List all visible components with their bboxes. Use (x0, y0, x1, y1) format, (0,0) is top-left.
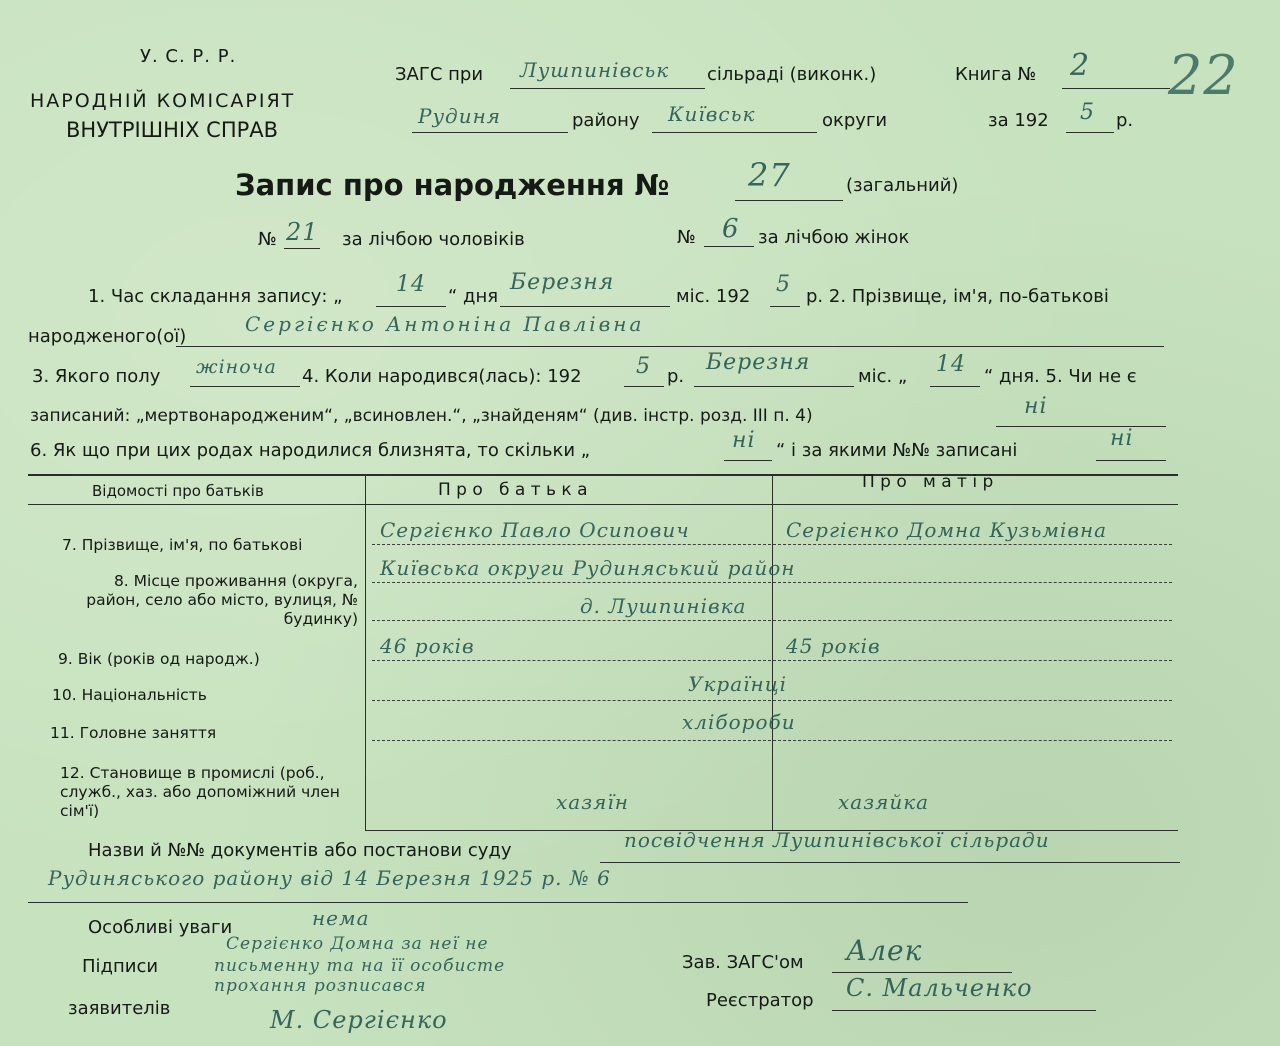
district-label: району (572, 110, 640, 131)
row-8-father-handwritten: Київська округи Рудиняський район (380, 556, 796, 580)
row-11-occupation-handwritten: хлібороби (682, 710, 796, 734)
item-2-label: народженого(ої) (28, 326, 187, 347)
general-label: (загальний) (846, 175, 959, 196)
female-number-handwritten: 6 (722, 214, 740, 244)
signatures-label-2: заявителів (68, 998, 171, 1019)
book-number-handwritten: 2 (1070, 48, 1091, 83)
male-count-label: за лічбою чоловіків (342, 229, 525, 250)
applicant-signature: М. Сергієнко (270, 1006, 448, 1034)
item-6-count-handwritten: ні (732, 428, 756, 453)
applicant-note-line-1: Сергієнко Домна за неї не (226, 934, 489, 954)
applicant-note-line-3: прохання розписався (214, 976, 427, 996)
item-6-numbers-handwritten: ні (1110, 426, 1134, 451)
item-2-name-handwritten: Сергієнко Антоніна Павлівна (245, 312, 645, 336)
zags-head-signature: Алек (846, 934, 923, 967)
notes-label: Особливі уваги (88, 917, 233, 938)
signatures-label-1: Підписи (82, 956, 159, 977)
item-1-day-handwritten: 14 (396, 272, 426, 297)
table-header-father: П р о б а т ь к а (438, 480, 588, 500)
item-5-label: записаний: „мертвонародженим“, „всиновлен.“, „знайденям“ (див. інстр. розд. III п. 4) (30, 406, 813, 426)
item-1-year-handwritten: 5 (776, 272, 791, 297)
item-4-year-handwritten: 5 (636, 354, 651, 379)
documents-handwritten-line-2: Рудиняського району від 14 Березня 1925 р. № 6 (48, 866, 611, 890)
applicant-note-line-2: письменну та на її особисте (214, 956, 506, 976)
item-1-month-handwritten: Березня (510, 270, 615, 295)
male-number-prefix: № (258, 229, 277, 250)
village-council-handwritten: Лушпинівськ (520, 58, 670, 82)
table-header-parents: Відомості про батьків (92, 482, 264, 500)
year-handwritten: 5 (1080, 100, 1095, 125)
registrar-label: Реєстратор (706, 990, 814, 1011)
year-label: за 192 (988, 110, 1049, 131)
row-12-mother-handwritten: хазяйка (838, 790, 930, 814)
documents-handwritten-line-1: посвідчення Лушпинівської сільради (624, 828, 1050, 852)
row-10-label: 10. Національність (52, 686, 207, 704)
row-12-label: 12. Становище в промислі (роб., служб., хаз. або допоміжний член сім'ї) (60, 764, 340, 820)
item-6-label: 6. Як що при цих родах народилися близнята, то скільки „ (30, 440, 591, 461)
documents-label: Назви й №№ документів або постанови суду (88, 840, 512, 861)
row-8-extra-handwritten: д. Лушпинівка (580, 594, 747, 618)
row-9-mother-handwritten: 45 років (786, 634, 881, 658)
row-10-nationality-handwritten: Українці (688, 672, 788, 696)
item-3-label: 3. Якого полу (32, 366, 161, 387)
item-3-sex-handwritten: жіноча (196, 356, 277, 378)
row-7-mother-handwritten: Сергієнко Домна Кузьмівна (786, 518, 1108, 542)
row-12-father-handwritten: хазяїн (556, 790, 629, 814)
ussr-header: У. С. Р. Р. (140, 46, 237, 67)
item-6-mid: “ і за якими №№ записані (776, 440, 1018, 461)
table-header-mother: П р о м а т і р (862, 472, 994, 492)
commissariat-line-2: ВНУТРІШНІХ СПРАВ (66, 118, 279, 142)
record-title: Запис про народження № (235, 168, 670, 202)
corner-number-handwritten: 22 (1168, 44, 1239, 107)
district-handwritten: Рудиня (418, 104, 502, 128)
item-4-label: 4. Коли народився(лась): 192 (302, 366, 582, 387)
book-label: Книга № (955, 64, 1037, 85)
okruha-handwritten: Київськ (668, 102, 756, 126)
okruha-label: округи (822, 110, 888, 131)
item-1-day-label: “ дня (448, 286, 499, 307)
item-4-month-handwritten: Березня (706, 350, 811, 375)
row-7-label: 7. Прізвище, ім'я, по батькові (62, 536, 303, 554)
row-11-label: 11. Головне заняття (50, 724, 217, 742)
zags-at-label: ЗАГС при (395, 64, 484, 85)
female-count-label: за лічбою жінок (758, 227, 910, 248)
record-number-handwritten: 27 (748, 156, 791, 194)
commissariat-line-1: НАРОДНІЙ КОМІСАРІЯТ (30, 90, 296, 112)
year-suffix: р. (1116, 110, 1134, 131)
female-number-prefix: № (677, 227, 696, 248)
row-8-label: 8. Місце проживання (округа, район, село або місто, вулиця, № будинку) (86, 572, 358, 628)
male-number-handwritten: 21 (286, 218, 319, 246)
village-council-suffix: сільраді (виконк.) (707, 64, 877, 85)
item-1-label: 1. Час складання запису: „ (88, 286, 343, 307)
item-4-r-label: р. (667, 366, 685, 387)
item-1-rest: р. 2. Прізвище, ім'я, по-батькові (806, 286, 1109, 307)
registrar-signature: С. Мальченко (846, 974, 1033, 1002)
item-4-rest: “ дня. 5. Чи не є (984, 366, 1137, 387)
notes-handwritten: нема (312, 906, 370, 930)
item-1-mis-label: міс. 192 (676, 286, 751, 307)
item-4-day-handwritten: 14 (936, 352, 966, 377)
row-9-father-handwritten: 46 років (380, 634, 475, 658)
item-4-mis-label: міс. „ (858, 366, 908, 387)
zags-head-label: Зав. ЗАГС'ом (682, 952, 804, 973)
row-9-label: 9. Вік (років од народж.) (58, 650, 260, 668)
row-7-father-handwritten: Сергієнко Павло Осипович (380, 518, 690, 542)
item-5-handwritten: ні (1024, 394, 1048, 419)
